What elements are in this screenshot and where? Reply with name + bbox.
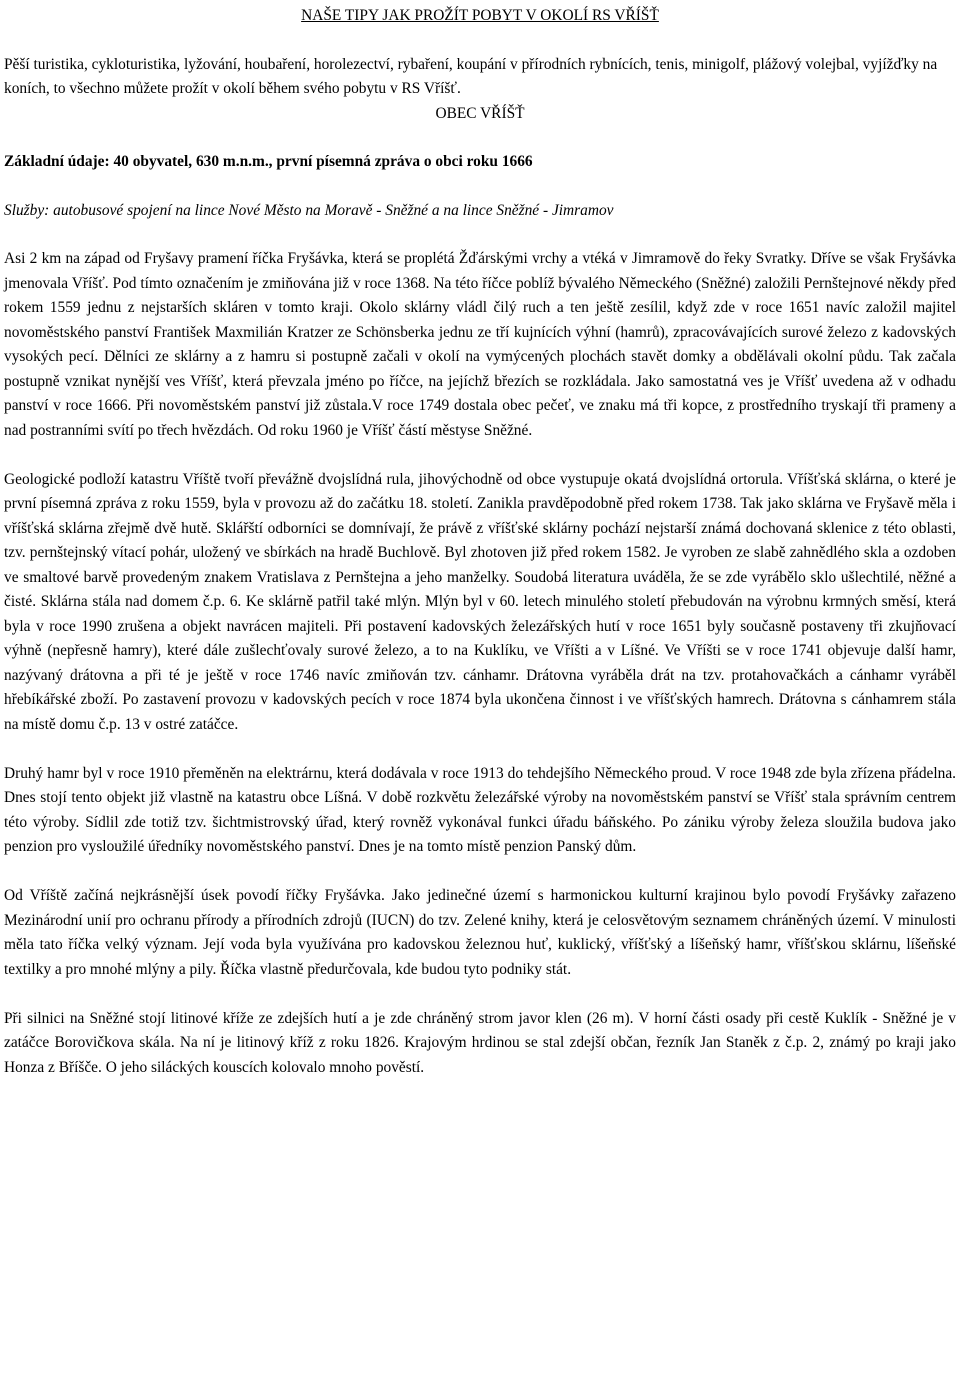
river-paragraph: Od Vříště začíná nejkrásnější úsek povodí říčky Fryšávka. Jako jedinečné území s harmonickou kulturní krajinou bylo povodí Fryšávky zařazeno Mezinárodní unií pro ochranu přírody a přírodních zdrojů (IUCN) do tzv. Zelené knihy, která je celosvětovým seznamem chráněných území. V minulosti měla tato říčka velký význam. Její voda byla využívána pro kadovskou železnou huť, kuklický, vříšťský a líšeňský hamr, vříšťskou sklárnu, líšeňské textilky a pro mnohé mlýny a pily. Říčka vlastně předurčovala, kde budou tyto podniky stát. (4, 887, 956, 978)
services-info: Služby: autobusové spojení na lince Nové Město na Moravě - Sněžné a na lince Sněžné - Jimramov (4, 201, 614, 219)
geology-paragraph: Geologické podloží katastru Vříště tvoří převážně dvojslídná rula, jihovýchodně od obce vystupuje okatá dvojslídná ortorula. Vříšťská sklárna, o které je první písemná zpráva z roku 1559, byla v provozu až do začátku 18. století. Zanikla pravděpodobně před rokem 1738. Tak jako sklárna ve Fryšavě měla i vříšťská sklárna zřejmě dvě hutě. Sklářští odborníci se domnívají, že právě z vříšťské sklárny pochází nejstarší známá dochovaná sklenice z této oblasti, tzv. pernštejnský vítací pohár, uložený ve sbírkách na hradě Buchlově. Byl zhotoven již před rokem 1582. Je vyroben ze slabě zahnědlého skla a ozdoben ve smaltové barvě provedeným znakem Vratislava z Pernštejna a jeho manželky. Soudobá literatura uváděla, že se zde vyrábělo sklo ušlechtilé, něžné a čisté. Sklárna stála nad domem č.p. 6. Ke sklárně patřil také mlýn. Mlýn byl v 60. letech minulého století přebudován na výrobnu krmných směsí, která byla v roce 1990 zrušena a objekt navrácen majiteli. Při postavení kadovských železářských hutí v roce 1651 byly současně postaveny tři zkujňovací výhně (nepřesně hamry), které dále zušlechťovaly surové železo, a to na Kuklíku, ve Vříšti a v Líšné. Ve Vříšti se v roce 1741 objevuje další hamr, nazývaný drátovna a při té je ještě v roce 1746 navíc zmiňován tzv. cánhamr. Drátovna vyráběla drát na tzv. protahovačkách a cánhamr vyráběl hřebíkářské zboží. Po zastavení provozu v kadovských pecích v roce 1874 byla ukončena činnost i ve vříšťských hamrech. Drátovna s cánhamrem stála na místě domu č.p. 13 v ostré zatáčce. (4, 470, 956, 733)
basic-info: Základní údaje: 40 obyvatel, 630 m.n.m., první písemná zpráva o obci roku 1666 (4, 153, 533, 170)
crosses-paragraph: Při silnici na Sněžné stojí litinové kříže ze zdejších hutí a je zde chráněný strom javor klen (26 m). V horní části osady při cestě Kuklík - Sněžné je v zatáčce Borovičkova skála. Na ní je litinový kříž z roku 1826. Krajovým hrdinou se stal zdejší občan, řezník Jan Staněk z č.p. 2, známý po kraji jako Honza z Bříšče. O jeho siláckých kouscích kolovalo mnoho pověstí. (4, 1009, 956, 1076)
second-hammer-paragraph: Druhý hamr byl v roce 1910 přeměněn na elektrárnu, která dodávala v roce 1913 do tehdejšího Německého proud. V roce 1948 zde byla zřízena přádelna. Dnes stojí tento objekt již vlastně na katastru obce Líšná. V době rozkvětu železářské výroby na novoměstském panství se Vříšť stala správním centrem této výroby. Sídlil zde totiž tzv. šichtmistrovský úřad, který rovněž vykonával funkci úřadu báňského. Po zániku výroby železa sloužila budova jako penzion pro vysloužilé úředníky novoměstského panství. Dnes je na tomto místě penzion Panský dům. (4, 764, 956, 855)
history-paragraph: Asi 2 km na západ od Fryšavy pramení říčka Fryšávka, která se proplétá Žďárskými vrchy a vtéká v Jimramově do řeky Svratky. Dříve se však Fryšávka jmenovala Vříšť. Pod tímto označením je zmiňována již v roce 1368. Na této říčce poblíž bývalého Německého (Sněžné) založili Pernštejnové někdy před rokem 1559 jednu z nejstarších skláren v tomto kraji. Okolo sklárny vládl čilý ruch a ten ještě zesílil, když zde v roce 1651 navíc založil majitel novoměstského panství František Maxmilián Kratzer ze Schönsberka jednu ze tří kujnících výhní (hamrů), zpracovávajících surové železo z kadovských vysokých pecí. Dělníci ze sklárny a z hamru si postupně začali v okolí na vymýcených plochách stavět domky a obdělávali okolní půdu. Tak začala postupně vznikat nynější ves Vříšť, která převzala jméno po říčce, na jejíchž březích se rozkládala. Jako samostatná ves je Vříšť uvedena až v odhadu panství v roce 1666. Při novoměstském panství již zůstala.V roce 1749 dostala obec pečeť, ve znaku má tři kopce, z prostředního tryskají tři prameny a nad postranními svítí po třech hvězdách. Od roku 1960 je Vříšť částí městyse Sněžné. (4, 250, 956, 439)
page-title: NAŠE TIPY JAK PROŽÍT POBYT V OKOLÍ RS VŘÍŠŤ (301, 7, 659, 24)
intro-paragraph: Pěší turistika, cykloturistika, lyžování, houbaření, horolezectví, rybaření, koupání v přírodních rybnících, tenis, minigolf, plážový volejbal, vyjížďky na koních, to všechno můžete prožít v okolí během svého pobytu v RS Vříšť. (4, 55, 938, 97)
section-heading-obec: OBEC VŘÍŠŤ (435, 104, 525, 122)
